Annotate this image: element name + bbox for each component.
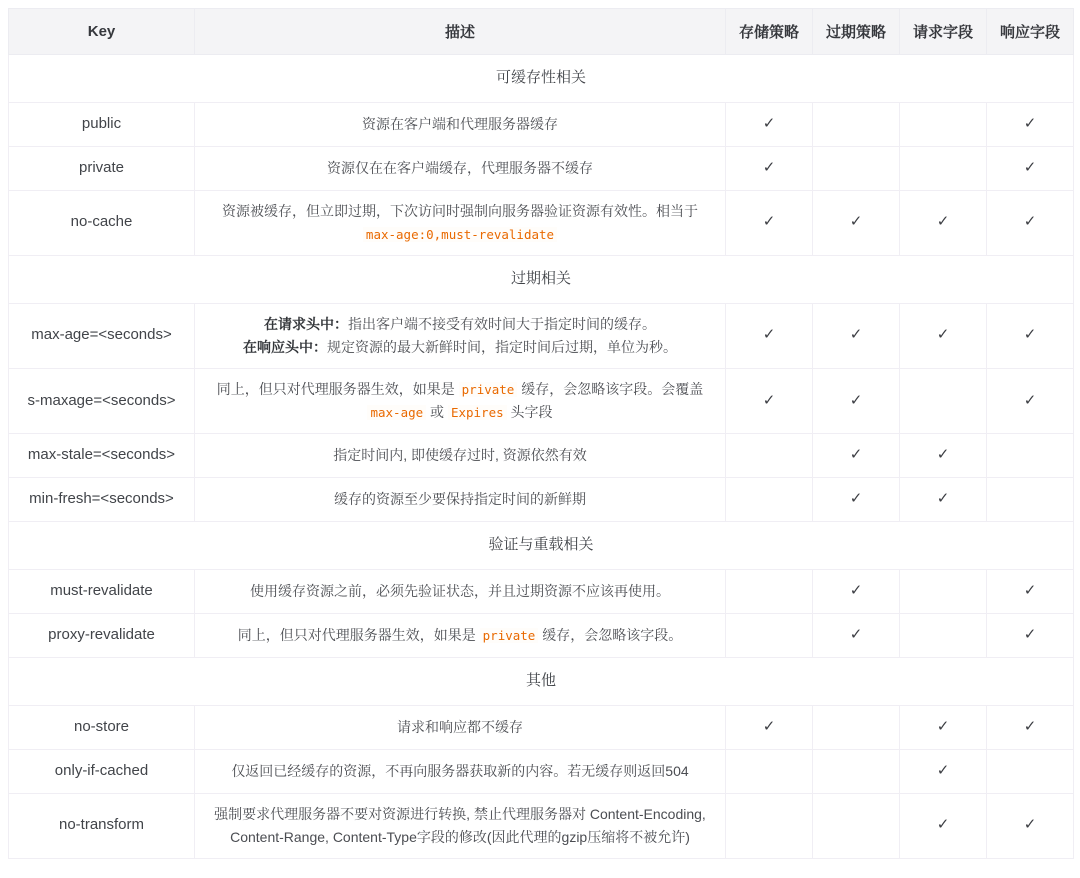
check-cell [987,613,1074,657]
check-cell [987,146,1074,190]
description-text: 资源在客户端和代理服务器缓存 [362,115,558,132]
table-row [9,705,1074,749]
table-header [9,9,1074,55]
check-icon: ✓ [762,213,776,231]
key-cell: no-cache [9,190,195,255]
key-cell: public [9,102,195,146]
check-icon: ✓ [936,326,950,344]
header-row [9,9,1074,55]
check-cell [813,749,900,793]
check-cell [987,102,1074,146]
check-cell [900,569,987,613]
key-cell: no-store [9,705,195,749]
section-label: 可缓存性相关 [9,55,1074,103]
description-text: 请求和响应都不缓存 [397,718,523,735]
description-text: 资源仅在在客户端缓存，代理服务器不缓存 [327,159,593,176]
check-cell [726,368,813,433]
check-cell [987,705,1074,749]
check-icon: ✓ [762,326,776,344]
description-cell [195,705,726,749]
table-row [9,190,1074,255]
check-cell [813,613,900,657]
check-cell [987,434,1074,478]
description-text: 在请求头中： [264,315,348,332]
check-icon: ✓ [762,114,776,132]
key-cell: must-revalidate [9,569,195,613]
check-cell [726,705,813,749]
description-cell [195,102,726,146]
check-cell [726,102,813,146]
description-text: 或 [426,403,448,420]
description-cell [195,303,726,368]
description-text: 缓存，会忽略该字段。 [538,626,683,643]
check-icon: ✓ [849,213,863,231]
check-cell [987,749,1074,793]
description-cell [195,146,726,190]
check-icon: ✓ [936,761,950,779]
check-cell [813,303,900,368]
check-cell [813,368,900,433]
check-cell [900,478,987,522]
check-cell [987,303,1074,368]
section-label: 其他 [9,657,1074,705]
section-label: 验证与重载相关 [9,522,1074,570]
check-cell [726,569,813,613]
check-cell [987,368,1074,433]
table-body [9,55,1074,859]
description-cell [195,793,726,858]
section-row [9,255,1074,303]
table-row [9,749,1074,793]
description-text: 缓存，会忽略该字段。会覆盖 [517,380,704,397]
cache-control-table [8,8,1074,859]
key-cell: s-maxage=<seconds> [9,368,195,433]
description-text: 资源被缓存，但立即过期，下次访问时强制向服务器验证资源有效性。相当于 [222,202,698,219]
check-icon: ✓ [762,391,776,409]
check-cell [900,705,987,749]
check-cell [726,434,813,478]
check-cell [900,793,987,858]
check-icon: ✓ [849,446,863,464]
description-text: 仅返回已经缓存的资源，不再向服务器获取新的内容。若无缓存则返回504 [231,762,689,779]
check-cell [813,705,900,749]
description-cell [195,434,726,478]
check-icon: ✓ [762,717,776,735]
check-icon: ✓ [1023,816,1037,834]
check-cell [813,102,900,146]
check-cell [900,190,987,255]
check-cell [813,190,900,255]
section-label: 过期相关 [9,255,1074,303]
key-cell: only-if-cached [9,749,195,793]
check-icon: ✓ [1023,326,1037,344]
inline-code: max-age [367,405,426,420]
check-cell [726,613,813,657]
description-cell [195,569,726,613]
key-cell: max-stale=<seconds> [9,434,195,478]
key-cell: max-age=<seconds> [9,303,195,368]
check-cell [987,190,1074,255]
section-row [9,55,1074,103]
inline-code: max-age:0,must-revalidate [363,227,557,242]
check-cell [726,478,813,522]
check-cell [813,478,900,522]
check-icon: ✓ [1023,717,1037,735]
inline-code: private [480,628,539,643]
inline-code: Expires [448,405,507,420]
column-header-storage-policy: 存储策略 [726,9,813,55]
check-cell [900,434,987,478]
key-cell: proxy-revalidate [9,613,195,657]
description-text: 头字段 [506,403,553,420]
table-row [9,368,1074,433]
table-row [9,793,1074,858]
column-header-key: Key [9,9,195,55]
table-row [9,102,1074,146]
description-cell [195,478,726,522]
column-header-request-field: 请求字段 [900,9,987,55]
check-cell [813,434,900,478]
description-text: 指定时间内, 即使缓存过时, 资源依然有效 [333,447,587,464]
check-icon: ✓ [1023,114,1037,132]
check-cell [813,793,900,858]
table-row [9,613,1074,657]
check-cell [987,793,1074,858]
check-icon: ✓ [936,213,950,231]
key-cell: min-fresh=<seconds> [9,478,195,522]
check-icon: ✓ [849,625,863,643]
check-cell [726,303,813,368]
check-cell [987,569,1074,613]
check-icon: ✓ [1023,158,1037,176]
key-cell: no-transform [9,793,195,858]
check-icon: ✓ [849,581,863,599]
check-cell [726,749,813,793]
check-icon: ✓ [849,391,863,409]
description-cell [195,190,726,255]
column-header-expiry-policy: 过期策略 [813,9,900,55]
check-cell [900,749,987,793]
section-row [9,657,1074,705]
table-row [9,569,1074,613]
check-cell [900,146,987,190]
check-icon: ✓ [936,717,950,735]
check-icon: ✓ [1023,213,1037,231]
description-cell [195,613,726,657]
check-icon: ✓ [1023,581,1037,599]
table-row [9,146,1074,190]
check-icon: ✓ [849,490,863,508]
check-cell [726,793,813,858]
key-cell: private [9,146,195,190]
check-cell [726,190,813,255]
check-cell [900,613,987,657]
check-cell [813,569,900,613]
check-icon: ✓ [849,326,863,344]
check-icon: ✓ [1023,625,1037,643]
inline-code: private [459,382,518,397]
table-row [9,303,1074,368]
check-icon: ✓ [936,446,950,464]
description-cell [195,749,726,793]
description-text: 强制要求代理服务器不要对资源进行转换, 禁止代理服务器对 Content-Encoding, Content-Range, Content-Type字段的修改(因此代理的gzip压缩将不被允许) [214,805,706,845]
check-cell [900,368,987,433]
check-cell [726,146,813,190]
check-cell [900,102,987,146]
description-text: 缓存的资源至少要保持指定时间的新鲜期 [334,491,586,508]
check-cell [987,478,1074,522]
description-text: 在响应头中： [243,338,327,355]
description-text: 规定资源的最大新鲜时间，指定时间后过期，单位为秒。 [327,338,677,355]
check-icon: ✓ [762,158,776,176]
description-text: 使用缓存资源之前，必须先验证状态，并且过期资源不应该再使用。 [250,582,670,599]
description-cell [195,368,726,433]
description-text: 指出客户端不接受有效时间大于指定时间的缓存。 [348,315,656,332]
check-icon: ✓ [936,490,950,508]
table-row [9,434,1074,478]
table-row [9,478,1074,522]
section-row [9,522,1074,570]
check-cell [900,303,987,368]
check-icon: ✓ [1023,391,1037,409]
description-text: 同上，但只对代理服务器生效，如果是 [216,380,459,397]
column-header-response-field: 响应字段 [987,9,1074,55]
column-header-description: 描述 [195,9,726,55]
check-icon: ✓ [936,816,950,834]
description-text: 同上，但只对代理服务器生效，如果是 [237,626,480,643]
check-cell [813,146,900,190]
